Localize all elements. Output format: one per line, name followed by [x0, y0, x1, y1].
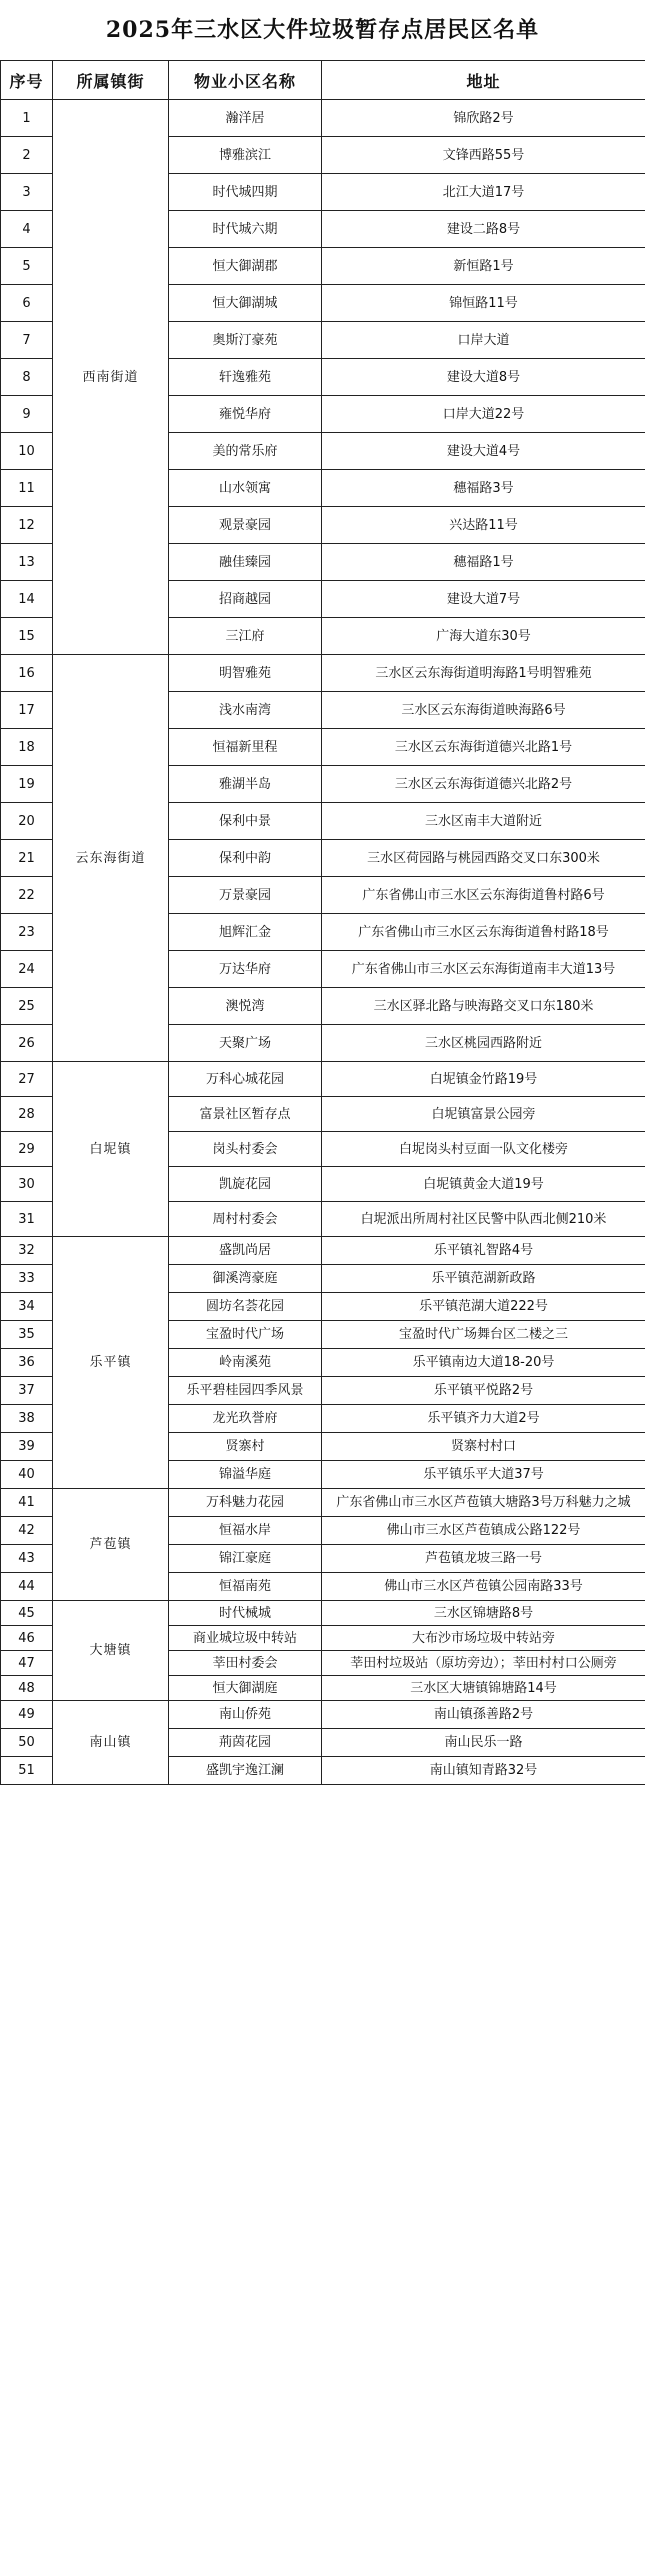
address: 乐平镇乐平大道37号 [322, 1461, 645, 1489]
row-index: 47 [1, 1651, 53, 1676]
address: 乐平镇礼智路4号 [322, 1237, 645, 1265]
page-title: 2025年三水区大件垃圾暂存点居民区名单 [105, 17, 540, 43]
address: 穗福路1号 [322, 544, 645, 581]
table-row [1, 1601, 645, 1626]
community-name: 凯旋花园 [169, 1167, 322, 1202]
address: 乐平镇范湖新政路 [322, 1265, 645, 1293]
address: 白坭镇黄金大道19号 [322, 1167, 645, 1202]
community-name: 观景豪园 [169, 507, 322, 544]
community-name: 浅水南湾 [169, 692, 322, 729]
community-name: 雅湖半岛 [169, 766, 322, 803]
community-name: 澳悦湾 [169, 988, 322, 1025]
row-index: 40 [1, 1461, 53, 1489]
row-index: 28 [1, 1097, 53, 1132]
row-index: 17 [1, 692, 53, 729]
row-index: 14 [1, 581, 53, 618]
community-name: 融佳臻园 [169, 544, 322, 581]
community-name: 万景豪园 [169, 877, 322, 914]
community-name: 盛凯尚居 [169, 1237, 322, 1265]
row-index: 44 [1, 1573, 53, 1601]
address: 建设二路8号 [322, 211, 645, 248]
row-index: 38 [1, 1405, 53, 1433]
community-name: 商业城垃圾中转站 [169, 1626, 322, 1651]
address: 白坭镇金竹路19号 [322, 1062, 645, 1097]
community-name: 三江府 [169, 618, 322, 655]
address: 白坭派出所周村社区民警中队西北侧210米 [322, 1202, 645, 1237]
address: 三水区驿北路与映海路交叉口东180米 [322, 988, 645, 1025]
address: 三水区云东海街道明海路1号明智雅苑 [322, 655, 645, 692]
row-index: 51 [1, 1757, 53, 1785]
community-name: 恒福南苑 [169, 1573, 322, 1601]
table-row [1, 1237, 645, 1265]
row-index: 34 [1, 1293, 53, 1321]
community-name: 御溪湾豪庭 [169, 1265, 322, 1293]
row-index: 12 [1, 507, 53, 544]
address: 佛山市三水区芦苞镇公园南路33号 [322, 1573, 645, 1601]
community-name: 博雅滨江 [169, 137, 322, 174]
table-row [1, 1701, 645, 1729]
community-name: 盛凯宇逸江澜 [169, 1757, 322, 1785]
header-community: 物业小区名称 [169, 61, 322, 100]
community-name: 荊茵花园 [169, 1729, 322, 1757]
address: 广东省佛山市三水区芦苞镇大塘路3号万科魅力之城 [322, 1489, 645, 1517]
community-name: 山水领寓 [169, 470, 322, 507]
row-index: 31 [1, 1202, 53, 1237]
town-cell: 白坭镇 [53, 1062, 169, 1237]
row-index: 35 [1, 1321, 53, 1349]
address: 文锋西路55号 [322, 137, 645, 174]
address: 锦恒路11号 [322, 285, 645, 322]
header-index: 序号 [1, 61, 53, 100]
address: 乐平镇范湖大道222号 [322, 1293, 645, 1321]
town-cell: 南山镇 [53, 1701, 169, 1785]
address: 芦苞镇龙坡三路一号 [322, 1545, 645, 1573]
address: 乐平镇平悦路2号 [322, 1377, 645, 1405]
row-index: 22 [1, 877, 53, 914]
community-name: 乐平碧桂园四季风景 [169, 1377, 322, 1405]
address: 白坭岗头村豆面一队文化楼旁 [322, 1132, 645, 1167]
community-name: 美的常乐府 [169, 433, 322, 470]
address: 建设大道7号 [322, 581, 645, 618]
table-row [1, 1489, 645, 1517]
address: 建设大道8号 [322, 359, 645, 396]
row-index: 32 [1, 1237, 53, 1265]
community-name: 锦江豪庭 [169, 1545, 322, 1573]
address: 南山镇知青路32号 [322, 1757, 645, 1785]
address: 宝盈时代广场舞台区二楼之三 [322, 1321, 645, 1349]
row-index: 39 [1, 1433, 53, 1461]
community-name: 旭辉汇金 [169, 914, 322, 951]
community-name: 龙光玖誉府 [169, 1405, 322, 1433]
row-index: 4 [1, 211, 53, 248]
row-index: 18 [1, 729, 53, 766]
residential-list-table [0, 60, 645, 1785]
address: 三水区云东海街道德兴北路2号 [322, 766, 645, 803]
row-index: 36 [1, 1349, 53, 1377]
address: 口岸大道 [322, 322, 645, 359]
community-name: 周村村委会 [169, 1202, 322, 1237]
address: 北江大道17号 [322, 174, 645, 211]
row-index: 20 [1, 803, 53, 840]
address: 兴达路11号 [322, 507, 645, 544]
community-name: 锦溢华庭 [169, 1461, 322, 1489]
address: 广东省佛山市三水区云东海街道鲁村路18号 [322, 914, 645, 951]
row-index: 16 [1, 655, 53, 692]
community-name: 时代城六期 [169, 211, 322, 248]
address: 三水区桃园西路附近 [322, 1025, 645, 1062]
address: 莘田村垃圾站（原坊旁边）；莘田村村口公厕旁 [322, 1651, 645, 1676]
community-name: 恒大御湖郡 [169, 248, 322, 285]
row-index: 15 [1, 618, 53, 655]
row-index: 50 [1, 1729, 53, 1757]
community-name: 莘田村委会 [169, 1651, 322, 1676]
address: 建设大道4号 [322, 433, 645, 470]
row-index: 6 [1, 285, 53, 322]
row-index: 45 [1, 1601, 53, 1626]
row-index: 37 [1, 1377, 53, 1405]
address: 南山民乐一路 [322, 1729, 645, 1757]
address: 三水区云东海街道德兴北路1号 [322, 729, 645, 766]
community-name: 时代城四期 [169, 174, 322, 211]
row-index: 2 [1, 137, 53, 174]
community-name: 雍悦华府 [169, 396, 322, 433]
address: 佛山市三水区芦苞镇成公路122号 [322, 1517, 645, 1545]
address: 新恒路1号 [322, 248, 645, 285]
address: 三水区云东海街道映海路6号 [322, 692, 645, 729]
table-row [1, 100, 645, 137]
community-name: 南山侨苑 [169, 1701, 322, 1729]
row-index: 8 [1, 359, 53, 396]
town-cell: 西南街道 [53, 100, 169, 655]
row-index: 1 [1, 100, 53, 137]
community-name: 岗头村委会 [169, 1132, 322, 1167]
row-index: 29 [1, 1132, 53, 1167]
community-name: 恒福水岸 [169, 1517, 322, 1545]
row-index: 11 [1, 470, 53, 507]
community-name: 招商越园 [169, 581, 322, 618]
table-row [1, 655, 645, 692]
address: 白坭镇富景公园旁 [322, 1097, 645, 1132]
table-header-row [1, 61, 645, 100]
community-name: 恒福新里程 [169, 729, 322, 766]
row-index: 48 [1, 1676, 53, 1701]
row-index: 49 [1, 1701, 53, 1729]
row-index: 23 [1, 914, 53, 951]
community-name: 宝盈时代广场 [169, 1321, 322, 1349]
address: 三水区荷园路与桃园西路交叉口东300米 [322, 840, 645, 877]
address: 乐平镇齐力大道2号 [322, 1405, 645, 1433]
community-name: 轩逸雅苑 [169, 359, 322, 396]
row-index: 26 [1, 1025, 53, 1062]
community-name: 瀚洋居 [169, 100, 322, 137]
row-index: 5 [1, 248, 53, 285]
community-name: 保利中景 [169, 803, 322, 840]
address: 南山镇孫善路2号 [322, 1701, 645, 1729]
row-index: 42 [1, 1517, 53, 1545]
address: 三水区锦塘路8号 [322, 1601, 645, 1626]
address: 口岸大道22号 [322, 396, 645, 433]
community-name: 时代械城 [169, 1601, 322, 1626]
address: 贤寨村村口 [322, 1433, 645, 1461]
community-name: 明智雅苑 [169, 655, 322, 692]
row-index: 21 [1, 840, 53, 877]
community-name: 恒大御湖庭 [169, 1676, 322, 1701]
row-index: 25 [1, 988, 53, 1025]
community-name: 万达华府 [169, 951, 322, 988]
address: 大布沙市场垃圾中转站旁 [322, 1626, 645, 1651]
community-name: 天聚广场 [169, 1025, 322, 1062]
row-index: 41 [1, 1489, 53, 1517]
address: 广海大道东30号 [322, 618, 645, 655]
address: 锦欣路2号 [322, 100, 645, 137]
header-address: 地址 [322, 61, 645, 100]
address: 广东省佛山市三水区云东海街道南丰大道13号 [322, 951, 645, 988]
address: 三水区南丰大道附近 [322, 803, 645, 840]
address: 三水区大塘镇锦塘路14号 [322, 1676, 645, 1701]
row-index: 7 [1, 322, 53, 359]
row-index: 30 [1, 1167, 53, 1202]
community-name: 富景社区暂存点 [169, 1097, 322, 1132]
header-town: 所属镇街 [53, 61, 169, 100]
community-name: 贤寨村 [169, 1433, 322, 1461]
community-name: 恒大御湖城 [169, 285, 322, 322]
town-cell: 大塘镇 [53, 1601, 169, 1701]
row-index: 46 [1, 1626, 53, 1651]
town-cell: 芦苞镇 [53, 1489, 169, 1601]
community-name: 奥斯汀豪苑 [169, 322, 322, 359]
address: 穗福路3号 [322, 470, 645, 507]
community-name: 岭南溪苑 [169, 1349, 322, 1377]
community-name: 万科心城花园 [169, 1062, 322, 1097]
row-index: 3 [1, 174, 53, 211]
community-name: 圆坊名荟花园 [169, 1293, 322, 1321]
community-name: 保利中韵 [169, 840, 322, 877]
row-index: 33 [1, 1265, 53, 1293]
community-name: 万科魅力花园 [169, 1489, 322, 1517]
row-index: 24 [1, 951, 53, 988]
town-cell: 云东海街道 [53, 655, 169, 1062]
row-index: 13 [1, 544, 53, 581]
row-index: 27 [1, 1062, 53, 1097]
row-index: 9 [1, 396, 53, 433]
row-index: 10 [1, 433, 53, 470]
address: 广东省佛山市三水区云东海街道鲁村路6号 [322, 877, 645, 914]
address: 乐平镇南边大道18-20号 [322, 1349, 645, 1377]
town-cell: 乐平镇 [53, 1237, 169, 1489]
row-index: 43 [1, 1545, 53, 1573]
row-index: 19 [1, 766, 53, 803]
table-row [1, 1062, 645, 1097]
